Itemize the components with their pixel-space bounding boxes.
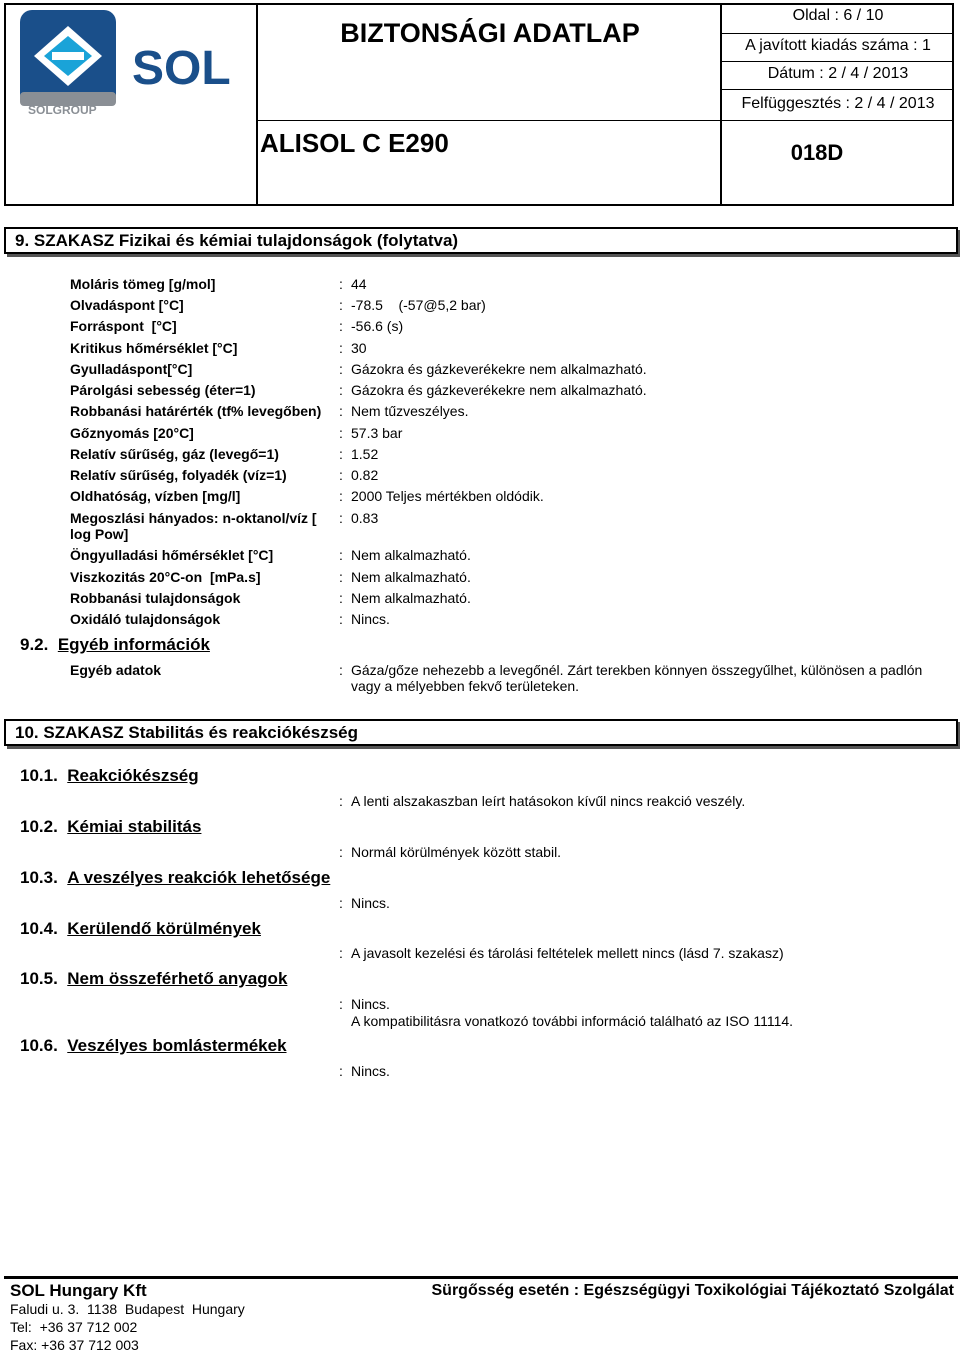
property-label: Robbanási tulajdonságok bbox=[70, 590, 241, 606]
colon: : bbox=[339, 361, 343, 377]
property-value: Nem alkalmazható. bbox=[351, 547, 471, 563]
subsection-10-3-heading bbox=[20, 868, 330, 888]
property-label: Robbanási határérték (tf% levegőben) bbox=[70, 403, 322, 419]
logo-subtext: SOLGROUP bbox=[28, 103, 97, 117]
property-label: Kritikus hőmérséklet [°C] bbox=[70, 340, 238, 356]
sol-logo-mark bbox=[14, 8, 248, 118]
property-value: -56.6 (s) bbox=[351, 318, 404, 334]
subsection-10-2-heading bbox=[20, 817, 201, 837]
property-value: 30 bbox=[351, 340, 367, 356]
subsection-10-4-heading bbox=[20, 919, 261, 939]
property-label: Öngyulladási hőmérséklet [°C] bbox=[70, 547, 274, 563]
colon: : bbox=[339, 446, 343, 462]
subsection-number: 10.1. bbox=[20, 766, 58, 785]
colon: : bbox=[339, 793, 343, 809]
property-label: Oxidáló tulajdonságok bbox=[70, 611, 221, 627]
colon: : bbox=[339, 945, 343, 961]
header-divider-mid bbox=[256, 120, 722, 121]
colon: : bbox=[339, 488, 343, 504]
colon: : bbox=[339, 895, 343, 911]
issue-date: Dátum : 2 / 4 / 2013 bbox=[767, 65, 909, 82]
sol-logo bbox=[14, 8, 248, 118]
property-value: 0.83 bbox=[351, 510, 379, 526]
property-value: Nincs. bbox=[351, 996, 390, 1012]
logo-text: SOL bbox=[132, 42, 231, 95]
property-value: Nem alkalmazható. bbox=[351, 569, 471, 585]
property-label: Egyéb adatok bbox=[70, 662, 162, 678]
property-value: Nincs. bbox=[351, 611, 390, 627]
subsection-9-2-heading bbox=[20, 635, 210, 655]
property-value: 57.3 bar bbox=[351, 425, 403, 441]
property-label: Gyulladáspont[°C] bbox=[70, 361, 193, 377]
property-label: Relatív sűrűség, gáz (levegő=1) bbox=[70, 446, 279, 462]
subsection-number: 10.6. bbox=[20, 1036, 58, 1055]
header-meta-divider bbox=[722, 89, 954, 90]
property-value: Nem alkalmazható. bbox=[351, 590, 471, 606]
colon: : bbox=[339, 611, 343, 627]
subsection-10-5-heading bbox=[20, 969, 287, 989]
subsection-number: 10.3. bbox=[20, 868, 58, 887]
company-address: Faludi u. 3. 1138 Budapest Hungary bbox=[10, 1301, 245, 1317]
colon: : bbox=[339, 1063, 343, 1079]
colon: : bbox=[339, 590, 343, 606]
logo-bar bbox=[52, 52, 84, 60]
property-value: Gáza/gőze nehezebb a levegőnél. Zárt terekben könnyen összegyűlhet, különösen a padlón vagy a mélyebben fekvő területeken. bbox=[351, 662, 923, 694]
colon: : bbox=[339, 318, 343, 334]
subsection-title: Kerülendő körülmények bbox=[67, 919, 261, 938]
colon: : bbox=[339, 996, 343, 1012]
property-label: Oldhatóság, vízben [mg/l] bbox=[70, 488, 241, 504]
emergency-contact: Sürgősség esetén : Egészségügyi Toxikológiai Tájékoztató Szolgálat bbox=[431, 1282, 954, 1299]
company-fax: Fax: +36 37 712 003 bbox=[10, 1337, 139, 1353]
property-value: 1.52 bbox=[351, 446, 379, 462]
document-title: BIZTONSÁGI ADATLAP bbox=[340, 18, 640, 48]
subsection-title: Kémiai stabilitás bbox=[67, 817, 202, 836]
property-value: 2000 Teljes mértékben oldódik. bbox=[351, 488, 544, 504]
property-label: Forráspont [°C] bbox=[70, 318, 177, 334]
colon: : bbox=[339, 569, 343, 585]
property-label: Moláris tömeg [g/mol] bbox=[70, 276, 216, 292]
header-meta-divider bbox=[722, 33, 954, 34]
subsection-number: 10.4. bbox=[20, 919, 58, 938]
property-label: Relatív sűrűség, folyadék (víz=1) bbox=[70, 467, 287, 483]
colon: : bbox=[339, 844, 343, 860]
colon: : bbox=[339, 403, 343, 419]
property-value: A javasolt kezelési és tárolási feltételek mellett nincs (lásd 7. szakasz) bbox=[351, 945, 784, 961]
revision-number: A javított kiadás száma : 1 bbox=[745, 37, 931, 54]
subsection-number: 9.2. bbox=[20, 635, 49, 654]
supersedes-date: Felfüggesztés : 2 / 4 / 2013 bbox=[741, 95, 935, 112]
colon: : bbox=[339, 276, 343, 292]
footer-divider bbox=[4, 1276, 958, 1279]
property-value: Nincs. bbox=[351, 895, 390, 911]
colon: : bbox=[339, 467, 343, 483]
header-meta-divider bbox=[722, 120, 954, 121]
subsection-title: Egyéb információk bbox=[57, 635, 210, 654]
property-value: -78.5 (-57@5,2 bar) bbox=[351, 297, 486, 313]
product-code: 018D bbox=[790, 140, 844, 165]
property-label: Megoszlási hányados: n-oktanol/víz [ log Pow] bbox=[70, 510, 317, 542]
property-value: 0.82 bbox=[351, 467, 379, 483]
subsection-title: Veszélyes bomlástermékek bbox=[67, 1036, 287, 1055]
product-name: ALISOL C E290 bbox=[260, 128, 449, 158]
property-value-note: A kompatibilitásra vonatkozó további információ található az ISO 11114. bbox=[351, 1013, 794, 1029]
property-value: Nem tűzveszélyes. bbox=[351, 403, 469, 419]
colon: : bbox=[339, 425, 343, 441]
header-meta-divider bbox=[722, 61, 954, 62]
property-value: Normál körülmények között stabil. bbox=[351, 844, 562, 860]
section-10-title: 10. SZAKASZ Stabilitás és reakciókészség bbox=[4, 719, 958, 746]
subsection-10-6-heading bbox=[20, 1036, 287, 1056]
property-label: Viszkozitás 20°C-on [mPa.s] bbox=[70, 569, 261, 585]
company-phone: Tel: +36 37 712 002 bbox=[10, 1319, 138, 1335]
subsection-number: 10.5. bbox=[20, 969, 58, 988]
colon: : bbox=[339, 510, 343, 526]
property-value: 44 bbox=[351, 276, 367, 292]
subsection-number: 10.2. bbox=[20, 817, 58, 836]
subsection-10-1-heading bbox=[20, 766, 199, 786]
colon: : bbox=[339, 340, 343, 356]
property-value: Gázokra és gázkeverékekre nem alkalmazható. bbox=[351, 361, 647, 377]
property-value: A lenti alszakaszban leírt hatásokon kívűl nincs reakció veszély. bbox=[351, 793, 746, 809]
colon: : bbox=[339, 662, 343, 678]
property-label: Gőznyomás [20°C] bbox=[70, 425, 194, 441]
section-9-title: 9. SZAKASZ Fizikai és kémiai tulajdonságok (folytatva) bbox=[4, 227, 958, 254]
property-value: Gázokra és gázkeverékekre nem alkalmazható. bbox=[351, 382, 647, 398]
property-value: Nincs. bbox=[351, 1063, 390, 1079]
page-number: Oldal : 6 / 10 bbox=[792, 7, 884, 24]
colon: : bbox=[339, 297, 343, 313]
colon: : bbox=[339, 547, 343, 563]
subsection-title: A veszélyes reakciók lehetősége bbox=[67, 868, 331, 887]
company-name: SOL Hungary Kft bbox=[10, 1281, 147, 1300]
subsection-title: Nem összeférhető anyagok bbox=[67, 969, 288, 988]
property-label: Olvadáspont [°C] bbox=[70, 297, 184, 313]
subsection-title: Reakciókészség bbox=[67, 766, 199, 785]
property-label: Párolgási sebesség (éter=1) bbox=[70, 382, 256, 398]
colon: : bbox=[339, 382, 343, 398]
